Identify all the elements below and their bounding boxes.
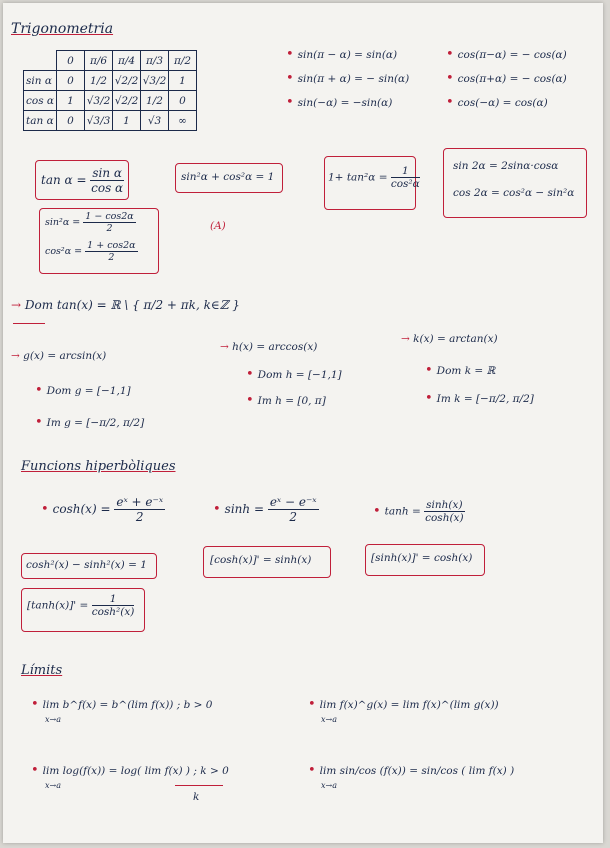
arcsin-definition: → g(x) = arcsin(x)	[11, 350, 107, 362]
table-cell: √3	[141, 111, 169, 131]
table-cell: 1/2	[85, 71, 113, 91]
tan-squared-identity: 1+ tan²α = $\frac{1}{\text{cos²α}}$	[328, 165, 420, 190]
table-row	[24, 111, 197, 131]
arcsin-image: • Im g = [−π/2, π/2]	[35, 415, 145, 430]
limit-power: • lim f(x)^g(x) = lim f(x)^(lim g(x))	[308, 697, 499, 712]
table-cell: √3/3	[85, 111, 113, 131]
note-marker-a: (A)	[210, 220, 226, 232]
cos-identity: • cos(π−α) = − cos(α)	[446, 47, 567, 62]
table-header-cell: π/4	[113, 51, 141, 71]
pythagorean-identity: sin²α + cos²α = 1	[181, 171, 275, 183]
limit-subscript: x→a	[45, 781, 61, 790]
half-angle-sin: sin²α = $\frac{1 - \cos 2\alpha}{2}$	[45, 211, 134, 234]
tan-definition: tan α = $\frac{\text{sin α}}{\text{cos α}}$	[41, 166, 124, 195]
limit-subscript: x→a	[321, 781, 337, 790]
cos-identity: • cos(π+α) = − cos(α)	[446, 71, 567, 86]
double-angle-box	[443, 148, 587, 218]
notebook-page	[3, 3, 603, 843]
table-cell: 1	[57, 91, 85, 111]
limit-logarithm: • lim log(f(x)) = log( lim f(x) ) ; k > 0	[31, 763, 229, 778]
sinh-definition: • sinh = $\frac{\text{eˣ − e⁻ˣ}}{2}$	[213, 495, 317, 524]
row-label: sin α	[24, 71, 57, 91]
arctan-domain: • Dom k = ℝ	[425, 363, 496, 378]
underline-mark	[13, 323, 45, 324]
section-title-hyperbolic: Funcions hiperbòliques	[21, 459, 176, 474]
table-header-cell: π/6	[85, 51, 113, 71]
table-cell: 1	[113, 111, 141, 131]
table-header-cell: 0	[57, 51, 85, 71]
limit-subscript: x→a	[45, 715, 61, 724]
sinh-derivative: [sinh(x)]' = cosh(x)	[371, 552, 473, 564]
table-cell: 0	[57, 111, 85, 131]
table-cell: √2/2	[113, 91, 141, 111]
arccos-image: • Im h = [0, π]	[246, 393, 326, 408]
section-title-limits: Límits	[21, 663, 63, 678]
sin-identity: • sin(π − α) = sin(α)	[286, 47, 398, 62]
cos-identity: • cos(−α) = cos(α)	[446, 95, 548, 110]
limit-trig: • lim sin/cos (f(x)) = sin/cos ( lim f(x) )	[308, 763, 515, 778]
table-cell: √2/2	[113, 71, 141, 91]
double-angle-cos: cos 2α = cos²α − sin²α	[453, 187, 575, 199]
limit-exponential: • lim b^f(x) = b^(lim f(x)) ; b > 0	[31, 697, 213, 712]
table-cell: 0	[169, 91, 197, 111]
table-cell: 1/2	[141, 91, 169, 111]
hyper-identity: cosh²(x) − sinh²(x) = 1	[26, 559, 147, 571]
row-label: cos α	[24, 91, 57, 111]
cosh-definition: • cosh(x) = $\frac{\text{eˣ + e⁻ˣ}}{2}$	[41, 495, 164, 524]
limit-subscript: x→a	[321, 715, 337, 724]
table-cell: 0	[57, 71, 85, 91]
table-cell: √3/2	[85, 91, 113, 111]
sin-identity: • sin(π + α) = − sin(α)	[286, 71, 410, 86]
arctan-definition: → k(x) = arctan(x)	[401, 333, 498, 345]
underline-mark	[175, 785, 223, 786]
tanh-derivative: [tanh(x)]' = $\frac{1}{\text{cosh²(x)}}$	[27, 593, 135, 618]
row-label: tan α	[24, 111, 57, 131]
half-angle-cos: cos²α = $\frac{1 + \cos 2\alpha}{2}$	[45, 240, 136, 263]
table-header-cell: π/2	[169, 51, 197, 71]
tan-domain: → Dom tan(x) = ℝ \ { π/2 + πk, k∈ℤ }	[11, 298, 240, 312]
double-angle-sin: sin 2α = 2sinα·cosα	[453, 160, 559, 172]
arccos-definition: → h(x) = arccos(x)	[220, 341, 318, 353]
tanh-definition: • tanh = $\frac{\sinh(x)}{\cosh(x)}$	[373, 499, 464, 524]
table-header-cell: π/3	[141, 51, 169, 71]
table-row	[24, 91, 197, 111]
sin-identity: • sin(−α) = −sin(α)	[286, 95, 393, 110]
cosh-derivative: [cosh(x)]' = sinh(x)	[210, 554, 312, 566]
table-header-row	[24, 51, 197, 71]
table-cell: 1	[169, 71, 197, 91]
arctan-image: • Im k = [−π/2, π/2]	[425, 391, 534, 406]
arccos-domain: • Dom h = [−1,1]	[246, 367, 342, 382]
table-cell: √3/2	[141, 71, 169, 91]
section-title-trigonometry: Trigonometria	[11, 21, 114, 37]
table-row	[24, 71, 197, 91]
limit-k-label: k	[193, 791, 200, 803]
trig-values-table	[23, 50, 197, 131]
arcsin-domain: • Dom g = [−1,1]	[35, 383, 131, 398]
table-cell: ∞	[169, 111, 197, 131]
